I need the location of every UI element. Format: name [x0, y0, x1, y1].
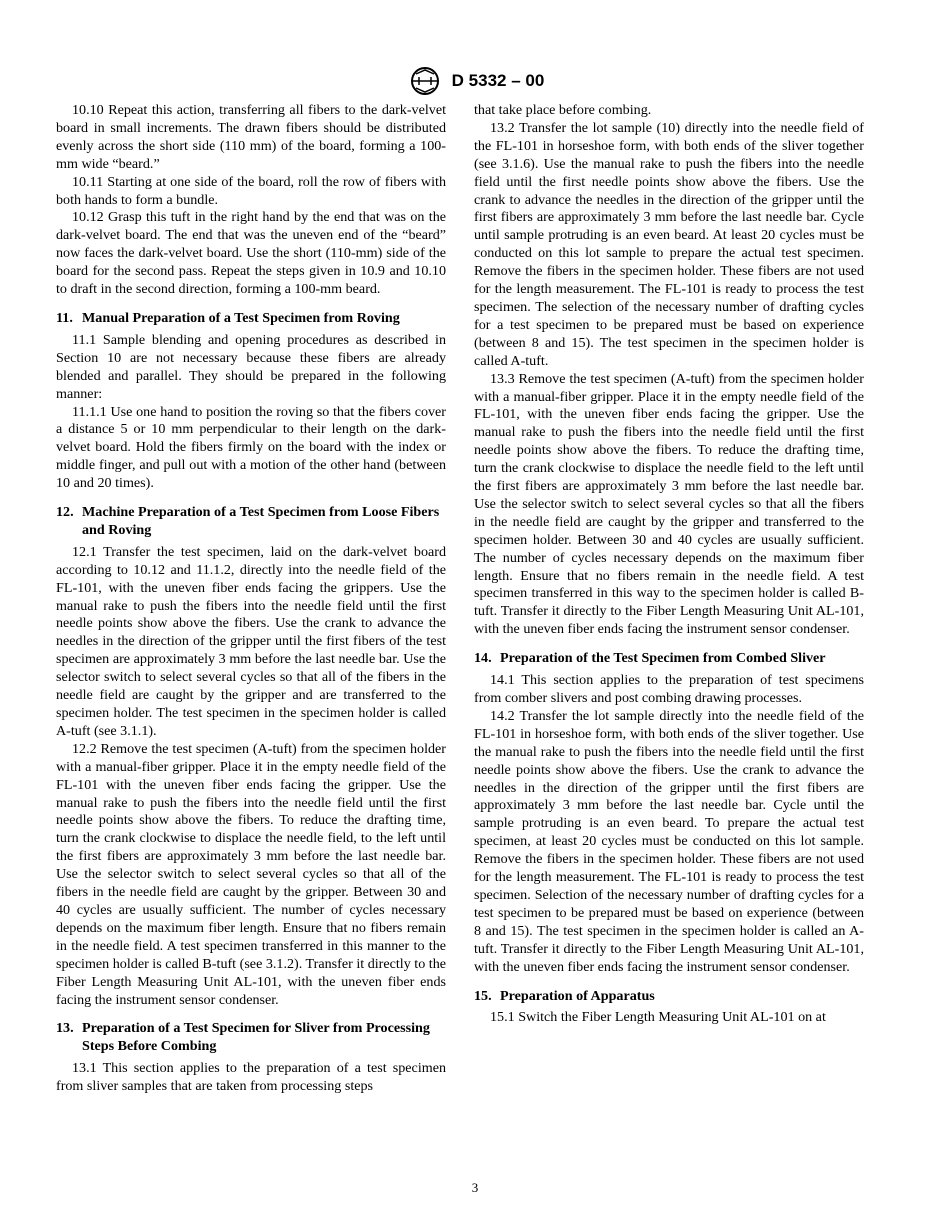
section-heading: [56, 310, 446, 328]
section-number: 14.: [474, 650, 492, 667]
section-title: Preparation of the Test Specimen from Combed Sliver: [500, 650, 826, 667]
section-title: Machine Preparation of a Test Specimen from Loose Fibers and Roving: [82, 504, 440, 538]
paragraph: 13.3 Remove the test specimen (A-tuft) from the specimen holder with a manual-fiber gripper. Place it in the empty needle field of the FL-101, with the uneven fiber ends facing the gripper. Use the manual rake to push the fibers into the needle field until the first needle points show above the fibers. To reduce the drafting time, turn the crank clockwise to displace the needle field to the left until the first fibers are approximately 3 mm before the last needle bar. Use the selector switch to select several cycles so that all the fibers in the needle field are caught by the gripper and transferred to the specimen holder. Between 30 and 40 cycles are usually sufficient. The number of cycles necessary depends on the maximum fiber length. Ensure that no fibers remain in the needle field. A test specimen transferred in this way to the specimen holder is called B-tuft. Transfer it directly to the Fiber Length Measuring Unit AL-101, with the uneven fiber ends facing the instrument sensor condenser.: [474, 370, 864, 638]
astm-logo-icon: [406, 66, 444, 96]
paragraph: 11.1 Sample blending and opening procedures as described in Section 10 are not necessary because these fibers are already blended and parallel. They should be prepared in the following manner:: [56, 331, 446, 402]
page-number: 3: [471, 1180, 479, 1195]
section-heading: [474, 988, 864, 1006]
paragraph: 15.1 Switch the Fiber Length Measuring Unit AL-101 on at: [490, 1009, 826, 1026]
paragraph: 14.2 Transfer the lot sample directly into the needle field of the FL-101 in horseshoe form, with both ends of the sliver together. Use the manual rake to push the fibers into the needle field until the first needle points show above the fibers. Use the crank to advance the needles in the direction of the gripper until the first fibers are approximately 3 mm before the last needle bar. Cycle until the sample protruding is an even beard. To prepare the actual test specimen, at least 20 cycles must be conducted on this lot sample. Remove the fibers in the specimen holder. These fibers are not used for the length measurement. The FL-101 is ready to process the test specimen. Selection of the necessary number of drafting cycles for a test specimen to be prepared must be based on experience (between 8 and 15). The test specimen in the specimen holder is called an A-tuft. Transfer it directly to the Fiber Length Measuring Unit AL-101, with the uneven fiber ends facing the instrument sensor condenser.: [474, 707, 864, 975]
section-number: 15.: [474, 987, 492, 1004]
section-number: 11.: [56, 309, 73, 326]
page-header: [0, 66, 950, 96]
section-heading: [56, 504, 446, 540]
paragraph: 11.1.1 Use one hand to position the roving so that the fibers cover a distance 5 or 10 mm perpendicular to their length on the dark-velvet board. Hold the fibers firmly on the board with the index or middle finger, and pull out with a motion of the other hand (between 10 and 20 times).: [56, 403, 446, 492]
section-number: 12.: [56, 504, 74, 521]
section-heading: [474, 650, 864, 668]
paragraph: 10.12 Grasp this tuft in the right hand by the end that was on the dark-velvet board. The end that was the uneven end of the “beard” now faces the dark-velvet board. Use the short (110-mm) side of the board for the second pass. Repeat the steps given in 10.9 and 10.10 to draft in the second direction, forming a 100-mm beard.: [56, 209, 446, 298]
paragraph: 12.2 Remove the test specimen (A-tuft) from the specimen holder with a manual-fiber gripper. Place it in the empty needle field of the FL-101 with the uneven fiber ends facing the gripper. Use the manual rake to push the fibers into the needle field until the first needle points show above the fibers. To reduce the drafting time, turn the crank clockwise to displace the needle field, to the left until the first fibers are approximately 3 mm before the last needle bar. Use the selector switch to select several cycles so that all of the fibers in the needle field are caught by the gripper. Between 30 and 40 cycles are usually sufficient. The number of cycles necessary depends on the maximum fiber length. Ensure that no fibers remain in the needle field. A test specimen transferred in this manner to the specimen holder is called B-tuft (see 3.1.2). Transfer it directly to the Fiber Length Measuring Unit AL-101, with the uneven fiber ends facing the instrument sensor condenser.: [56, 740, 446, 1008]
paragraph: 10.10 Repeat this action, transferring all fibers to the dark-velvet board in small increments. The drawn fibers should be distributed evenly across the short side (110 mm) of the board, forming a 100-mm wide “beard.”: [56, 102, 446, 172]
paragraph: 12.1 Transfer the test specimen, laid on the dark-velvet board according to 10.12 and 11.1.2, directly into the needle field of the FL-101, with the uneven fiber ends facing the grippers. Use the manual rake to push the fibers into the needle field until the first needle points show above the fibers. Use the crank to advance the needles in the direction of the gripper until the first fibers of the test specimen are approximately 3 mm before the last needle bar. Use the selector switch to select several cycles so that all of the fibers in the needle field are caught by the gripper and are transferred to the specimen holder. The test specimen in the specimen holder is called A-tuft (see 3.1.1).: [56, 543, 446, 739]
left-column: [56, 102, 446, 1096]
section-title: Preparation of Apparatus: [500, 987, 655, 1004]
paragraph: 10.11 Starting at one side of the board, roll the row of fibers with both hands to form a bundle.: [56, 173, 446, 208]
section-title: Manual Preparation of a Test Specimen from Roving: [82, 309, 400, 326]
paragraph: 13.1 This section applies to the preparation of a test specimen from sliver samples that are taken from processing steps: [56, 1060, 446, 1095]
section-title: Preparation of a Test Specimen for Sliver from Processing Steps Before Combing: [82, 1020, 430, 1055]
section-number: 13.: [56, 1020, 74, 1037]
right-column: [474, 102, 864, 1027]
paragraph: that take place before combing.: [474, 102, 652, 118]
document-code: D 5332 – 00: [451, 71, 545, 90]
section-heading: [56, 1020, 446, 1056]
paragraph: 13.2 Transfer the lot sample (10) directly into the needle field of the FL-101 in horseshoe form, with both ends of the sliver together (see 3.1.6). Use the manual rake to push the fibers into the needle field until the first needle points show above the fibers. Use the crank to advance the needles in the direction of the gripper until the first fibers are approximately 3 mm before the last needle bar. Cycle until sample protruding is an even beard. At least 20 cycles must be conducted on this lot sample to prepare the actual test specimen. Remove the fibers in the specimen holder. These fibers are not used for the length measurement. The FL-101 is ready to process the test specimen. The selection of the necessary number of drafting cycles for a test specimen to be prepared must be based on experience (between 8 and 15). The test specimen in the specimen holder is called A-tuft.: [474, 119, 864, 369]
paragraph: 14.1 This section applies to the preparation of test specimens from comber slivers and post combing drawing processes.: [474, 672, 864, 706]
